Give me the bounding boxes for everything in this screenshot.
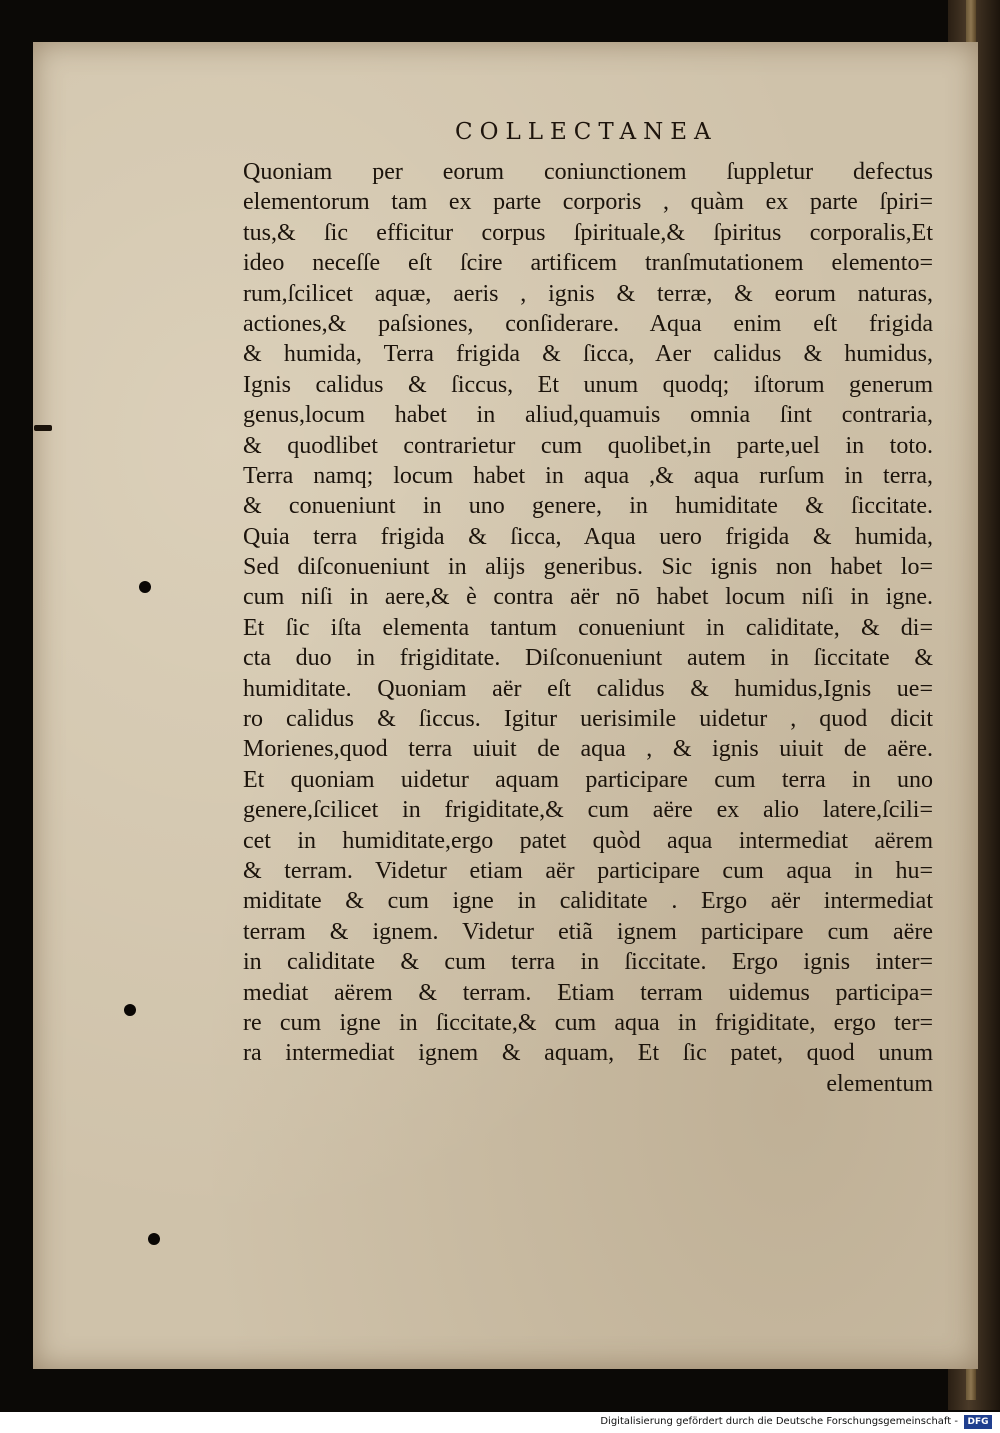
text-line: re cum igne in ſiccitate,& cum aqua in frigiditate, ergo ter= [243, 1009, 933, 1036]
text-line: ra intermediat ignem & aquam, Et ſic patet, quod unum [243, 1040, 933, 1067]
running-title: COLLECTANEA [455, 119, 718, 145]
text-line: genus,locum habet in aliud,quamuis omnia ſint contraria, [243, 402, 933, 429]
dfg-logo[interactable]: DFG [964, 1415, 992, 1429]
text-line: actiones,& paſsiones, conſiderare. Aqua enim eſt frigida [243, 310, 933, 337]
text-line: Ignis calidus & ſiccus, Et unum quodq; iſtorum generum [243, 371, 933, 398]
text-line: Et ſic iſta elementa tantum conueniunt in caliditate, & di= [243, 614, 933, 641]
text-line: cum niſi in aere,& è contra aër nō habet locum niſi in igne. [243, 584, 933, 611]
text-line: genere,ſcilicet in frigiditate,& cum aëre ex alio latere,ſcili= [243, 797, 933, 824]
text-line: ro calidus & ſiccus. Igitur uerisimile uidetur , quod dicit [243, 706, 933, 733]
ink-dot [148, 1233, 160, 1245]
text-line: humiditate. Quoniam aër eſt calidus & humidus,Ignis ue= [243, 675, 933, 702]
text-line: & terram. Videtur etiam aër participare cum aqua in hu= [243, 857, 933, 884]
text-line: ideo neceſſe eſt ſcire artificem tranſmutationem elemento= [243, 250, 933, 277]
text-line: elementorum tam ex parte corporis , quàm ex parte ſpiri= [243, 189, 933, 216]
text-line: cta duo in frigiditate. Diſconueniunt autem in ſiccitate & [243, 645, 933, 672]
text-line: Quia terra frigida & ſicca, Aqua uero frigida & humida, [243, 523, 933, 550]
text-line: Et quoniam uidetur aquam participare cum terra in uno [243, 766, 933, 793]
text-line: mediat aërem & terram. Etiam terram uidemus participa= [243, 979, 933, 1006]
text-line: Quoniam per eorum coniunctionem ſuppletur defectus [243, 159, 933, 185]
text-line: cet in humiditate,ergo patet quòd aqua intermediat aërem [243, 827, 933, 854]
text-line: Terra namq; locum habet in aqua ,& aqua rurſum in terra, [243, 462, 933, 489]
text-line: & quodlibet contrarietur cum quolibet,in parte,uel in toto. [243, 432, 933, 459]
text-line: rum,ſcilicet aquæ, aeris , ignis & terræ, & eorum naturas, [243, 280, 933, 307]
ink-dot [139, 581, 151, 593]
text-line: & conueniunt in uno genere, in humiditate & ſiccitate. [243, 493, 933, 520]
text-line: Sed diſconueniunt in alijs generibus. Sic ignis non habet lo= [243, 554, 933, 581]
page-mark [34, 425, 52, 431]
text-line: Morienes,quod terra uiuit de aqua , & ignis uiuit de aëre. [243, 736, 933, 763]
funding-credit: Digitalisierung gefördert durch die Deutsche Forschungsgemeinschaft - [600, 1416, 958, 1427]
text-line: tus,& ſic efficitur corpus ſpirituale,& ſpiritus corporalis,Et [243, 219, 933, 246]
text-line: in caliditate & cum terra in ſiccitate. Ergo ignis inter= [243, 949, 933, 976]
text-line: & humida, Terra frigida & ſicca, Aer calidus & humidus, [243, 341, 933, 368]
text-line: terram & ignem. Videtur etiã ignem participare cum aëre [243, 918, 933, 945]
ink-dot [124, 1004, 136, 1016]
catchword: elementum [826, 1070, 933, 1097]
body-text [243, 157, 933, 1099]
text-line: miditate & cum igne in caliditate . Ergo aër intermediat [243, 888, 933, 915]
